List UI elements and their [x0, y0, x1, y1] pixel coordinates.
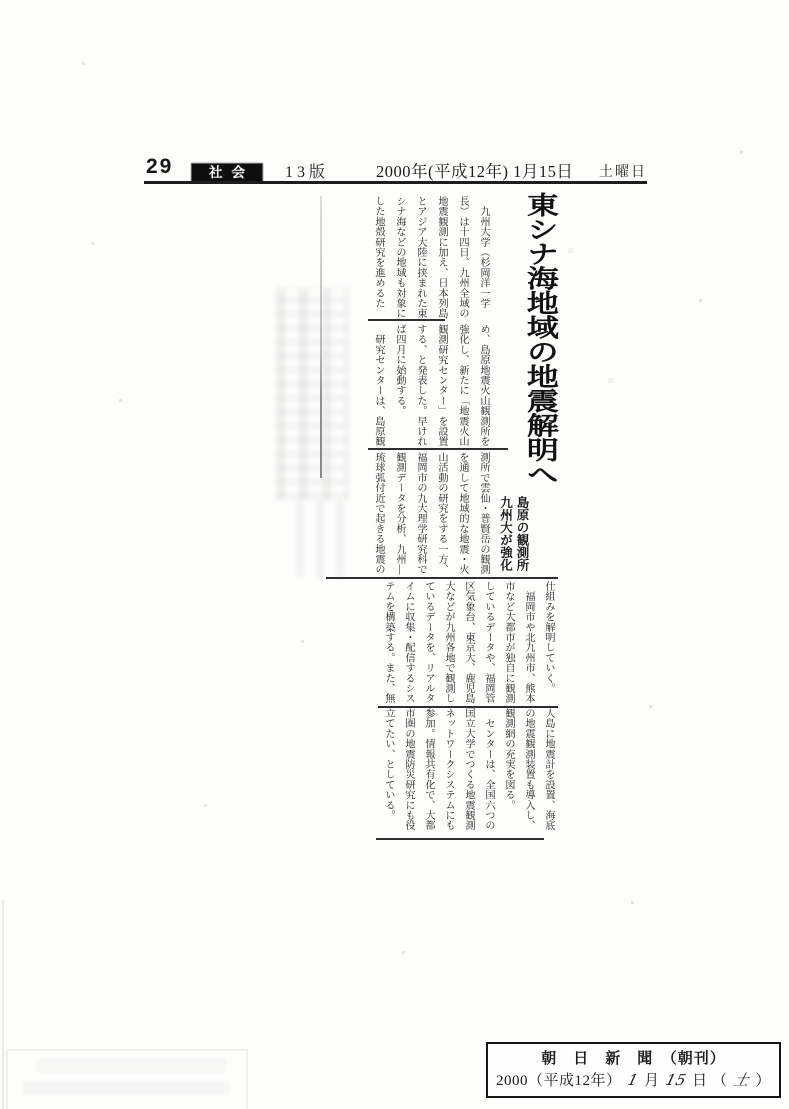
stamp-month-handwritten: 1: [625, 1071, 641, 1089]
body-column: 人島に地震計を設置、海底: [543, 708, 554, 831]
date-label: 2000年(平成12年) 1月15日: [376, 162, 574, 181]
archive-stamp-box: [486, 1042, 781, 1098]
band-divider-3: [326, 577, 558, 579]
body-column: 観測研究センター」を設置: [436, 324, 447, 447]
body-band-1: [368, 196, 494, 320]
body-column: 琉球弧付近で起きる地震の: [373, 452, 384, 575]
body-column: 立てたい、としている。: [383, 708, 394, 821]
body-column: シナ海などの地域も対象に: [394, 196, 405, 319]
scan-noise-artifact: [0, 0, 1, 1]
subhead-line-1: 島原の観測所: [515, 496, 529, 571]
body-band-3: [368, 452, 494, 576]
body-band-4: [378, 581, 558, 705]
subhead-line-2: 九州大が強化: [498, 496, 513, 571]
ghost-stamp-box-artifact: [6, 1049, 248, 1109]
edition-label: 13版: [285, 164, 330, 181]
ghost-text-smudge: [36, 1059, 226, 1073]
stamp-year-printed: 2000（平成12年）: [496, 1073, 622, 1089]
body-column: ネットワークシステムにも: [443, 708, 454, 831]
body-column: 観測網の充実を図る。: [503, 708, 514, 810]
body-column: 仕組みを解明していく。: [543, 581, 554, 694]
body-column: ば四月に始動する。: [394, 324, 405, 416]
body-column: 地震観測に加え、日本列島: [436, 196, 447, 319]
body-column: 測所で雲仙・普賢岳の観測: [478, 452, 489, 575]
stamp-weekday-handwritten: 土: [731, 1071, 752, 1089]
reverse-side-ghost-text-artifact: [296, 500, 354, 578]
body-column: 山活動の研究をする一方、: [436, 452, 447, 575]
body-column: 九州大学（杉岡洋一学: [478, 196, 489, 309]
body-column: 長）は十四日、九州全域の: [457, 196, 468, 319]
ghost-text-smudge: [24, 1081, 229, 1095]
body-column: しているデータや、福岡管: [483, 581, 494, 704]
body-column: イムに収集・配信するシス: [403, 581, 414, 704]
body-column: 福岡市の九大理学研究科で: [415, 452, 426, 575]
body-column: の地震観測装置も導入し、: [523, 708, 534, 831]
body-column: 国立大学でつくる地震観測: [463, 708, 474, 831]
section-badge: [192, 164, 262, 182]
stamp-weekday-open-paren: （: [711, 1073, 728, 1089]
body-column: とアジア大陸に挟まれた東: [415, 196, 426, 319]
body-band-2: [368, 324, 494, 448]
band-divider-1: [368, 319, 445, 321]
section-label: 社会: [209, 165, 254, 181]
band-divider-2: [368, 448, 508, 450]
page-number: 29: [146, 155, 174, 178]
body-column: 市など大都市が独自に観測: [503, 581, 514, 704]
body-column: 研究センターは、島原観: [373, 324, 384, 447]
body-column: センターは、全国六つの: [483, 708, 494, 831]
body-column: め、島原地震火山観測所を: [478, 324, 489, 447]
body-column: 大などが九州各地で観測し: [443, 581, 454, 704]
stamp-month-label: 月: [644, 1073, 660, 1089]
page-edge-shadow: [2, 900, 4, 1109]
stamp-weekday-close-paren: ）: [755, 1073, 771, 1089]
body-column: 強化し、新たに「地震火山: [457, 324, 468, 447]
stamp-day-label: 日: [692, 1073, 708, 1089]
body-column: した地殻研究を進めるた: [373, 196, 384, 309]
body-column: 観測データを分析、九州―: [394, 452, 405, 575]
article-bottom-rule: [376, 838, 544, 840]
stamp-date-line: [488, 1069, 779, 1090]
header-rule: [144, 181, 647, 184]
body-column: 福岡市や北九州市、熊本: [523, 581, 534, 704]
body-column: 参加。情報共有化で、大都: [423, 708, 434, 831]
article-headline: 東シナ海地域の地震解明へ: [522, 192, 557, 486]
body-column: する、と発表した。早けれ: [415, 324, 426, 447]
body-column: テムを構築する。また、無: [383, 581, 394, 704]
body-column: 区気象台、東京大、鹿児島: [463, 581, 474, 704]
body-band-5: [378, 708, 558, 835]
article-subhead: [497, 496, 530, 578]
body-column: 市圏の地震防災研究にも役: [403, 708, 414, 831]
reverse-side-ghost-text-artifact: [276, 288, 348, 500]
body-column: ているデータを、リアルタ: [423, 581, 434, 704]
body-column: を通して地域的な地震・火: [457, 452, 468, 575]
stamp-day-handwritten: 15: [663, 1071, 689, 1089]
weekday-label: 土曜日: [599, 165, 647, 180]
stamp-newspaper-name: 朝 日 新 聞 （朝刊）: [541, 1051, 726, 1067]
